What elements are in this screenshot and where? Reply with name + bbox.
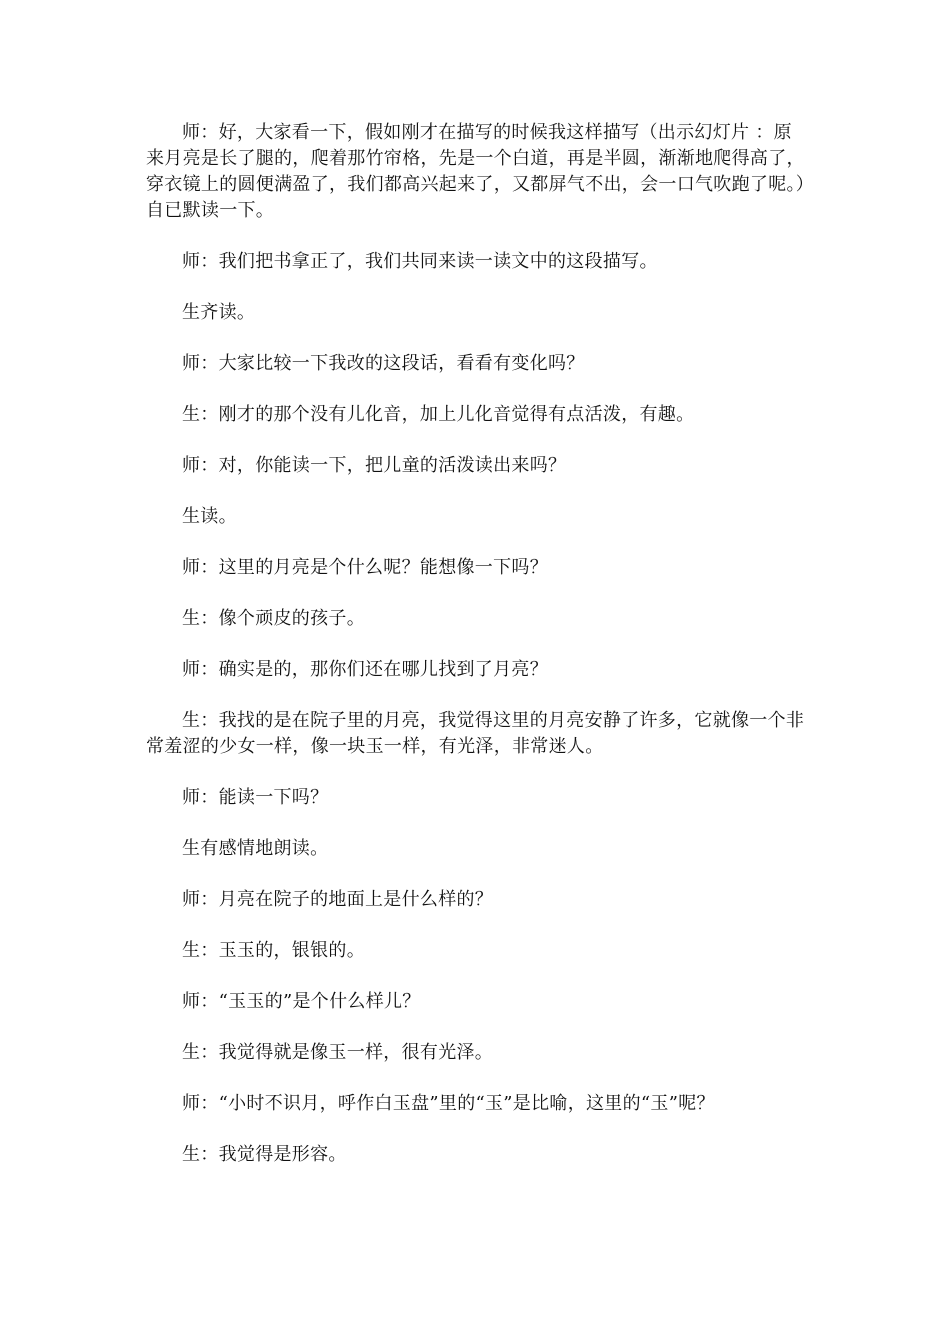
paragraph-16: 师：“玉玉的”是个什么样儿？ [182, 991, 421, 1012]
paragraph-10: 师：确实是的，那你们还在哪儿找到了月亮？ [182, 659, 548, 680]
document-body [146, 120, 808, 1168]
paragraph-18: 师：“小时不识月，呼作白玉盘”里的“玉”是比喻，这里的“玉”呢？ [182, 1093, 715, 1114]
paragraph-9: 生：像个顽皮的孩子。 [182, 608, 365, 629]
paragraph-12: 师：能读一下吗？ [182, 787, 329, 808]
paragraph-2: 师：我们把书拿正了，我们共同来读一读文中的这段描写。 [182, 251, 658, 272]
paragraph-14: 师：月亮在院子的地面上是什么样的？ [182, 889, 494, 910]
paragraph-6: 师：对，你能读一下，把儿童的活泼读出来吗？ [182, 455, 567, 476]
paragraph-15: 生：玉玉的，银银的。 [182, 940, 365, 961]
paragraph-11: 生：我找的是在院子里的月亮，我觉得这里的月亮安静了许多，它就像一个非常羞涩的少女一样，像一块玉一样，有光泽，非常迷人。 [146, 710, 805, 757]
paragraph-7: 生读。 [182, 506, 237, 527]
paragraph-17: 生：我觉得就是像玉一样，很有光泽。 [182, 1042, 494, 1063]
paragraph-1: 师：好，大家看一下，假如刚才在描写的时候我这样描写（出示幻灯片 ：原来月亮是长了腿的，爬着那竹帘格，先是一个白道，再是半圆，渐渐地爬得高了，穿衣镜上的圆便满盈了，我们都高兴起来了，又都屏气不出，会一口气吹跑了呢。）自已默读一下。 [146, 122, 806, 221]
paragraph-13: 生有感情地朗读。 [182, 838, 329, 859]
paragraph-19: 生：我觉得是形容。 [182, 1144, 347, 1165]
paragraph-8: 师：这里的月亮是个什么呢？能想像一下吗？ [182, 557, 548, 578]
paragraph-5: 生：刚才的那个没有儿化音，加上儿化音觉得有点活泼，有趣。 [182, 404, 695, 425]
paragraph-4: 师：大家比较一下我改的这段话，看看有变化吗？ [182, 353, 585, 374]
paragraph-3: 生齐读。 [182, 302, 256, 323]
